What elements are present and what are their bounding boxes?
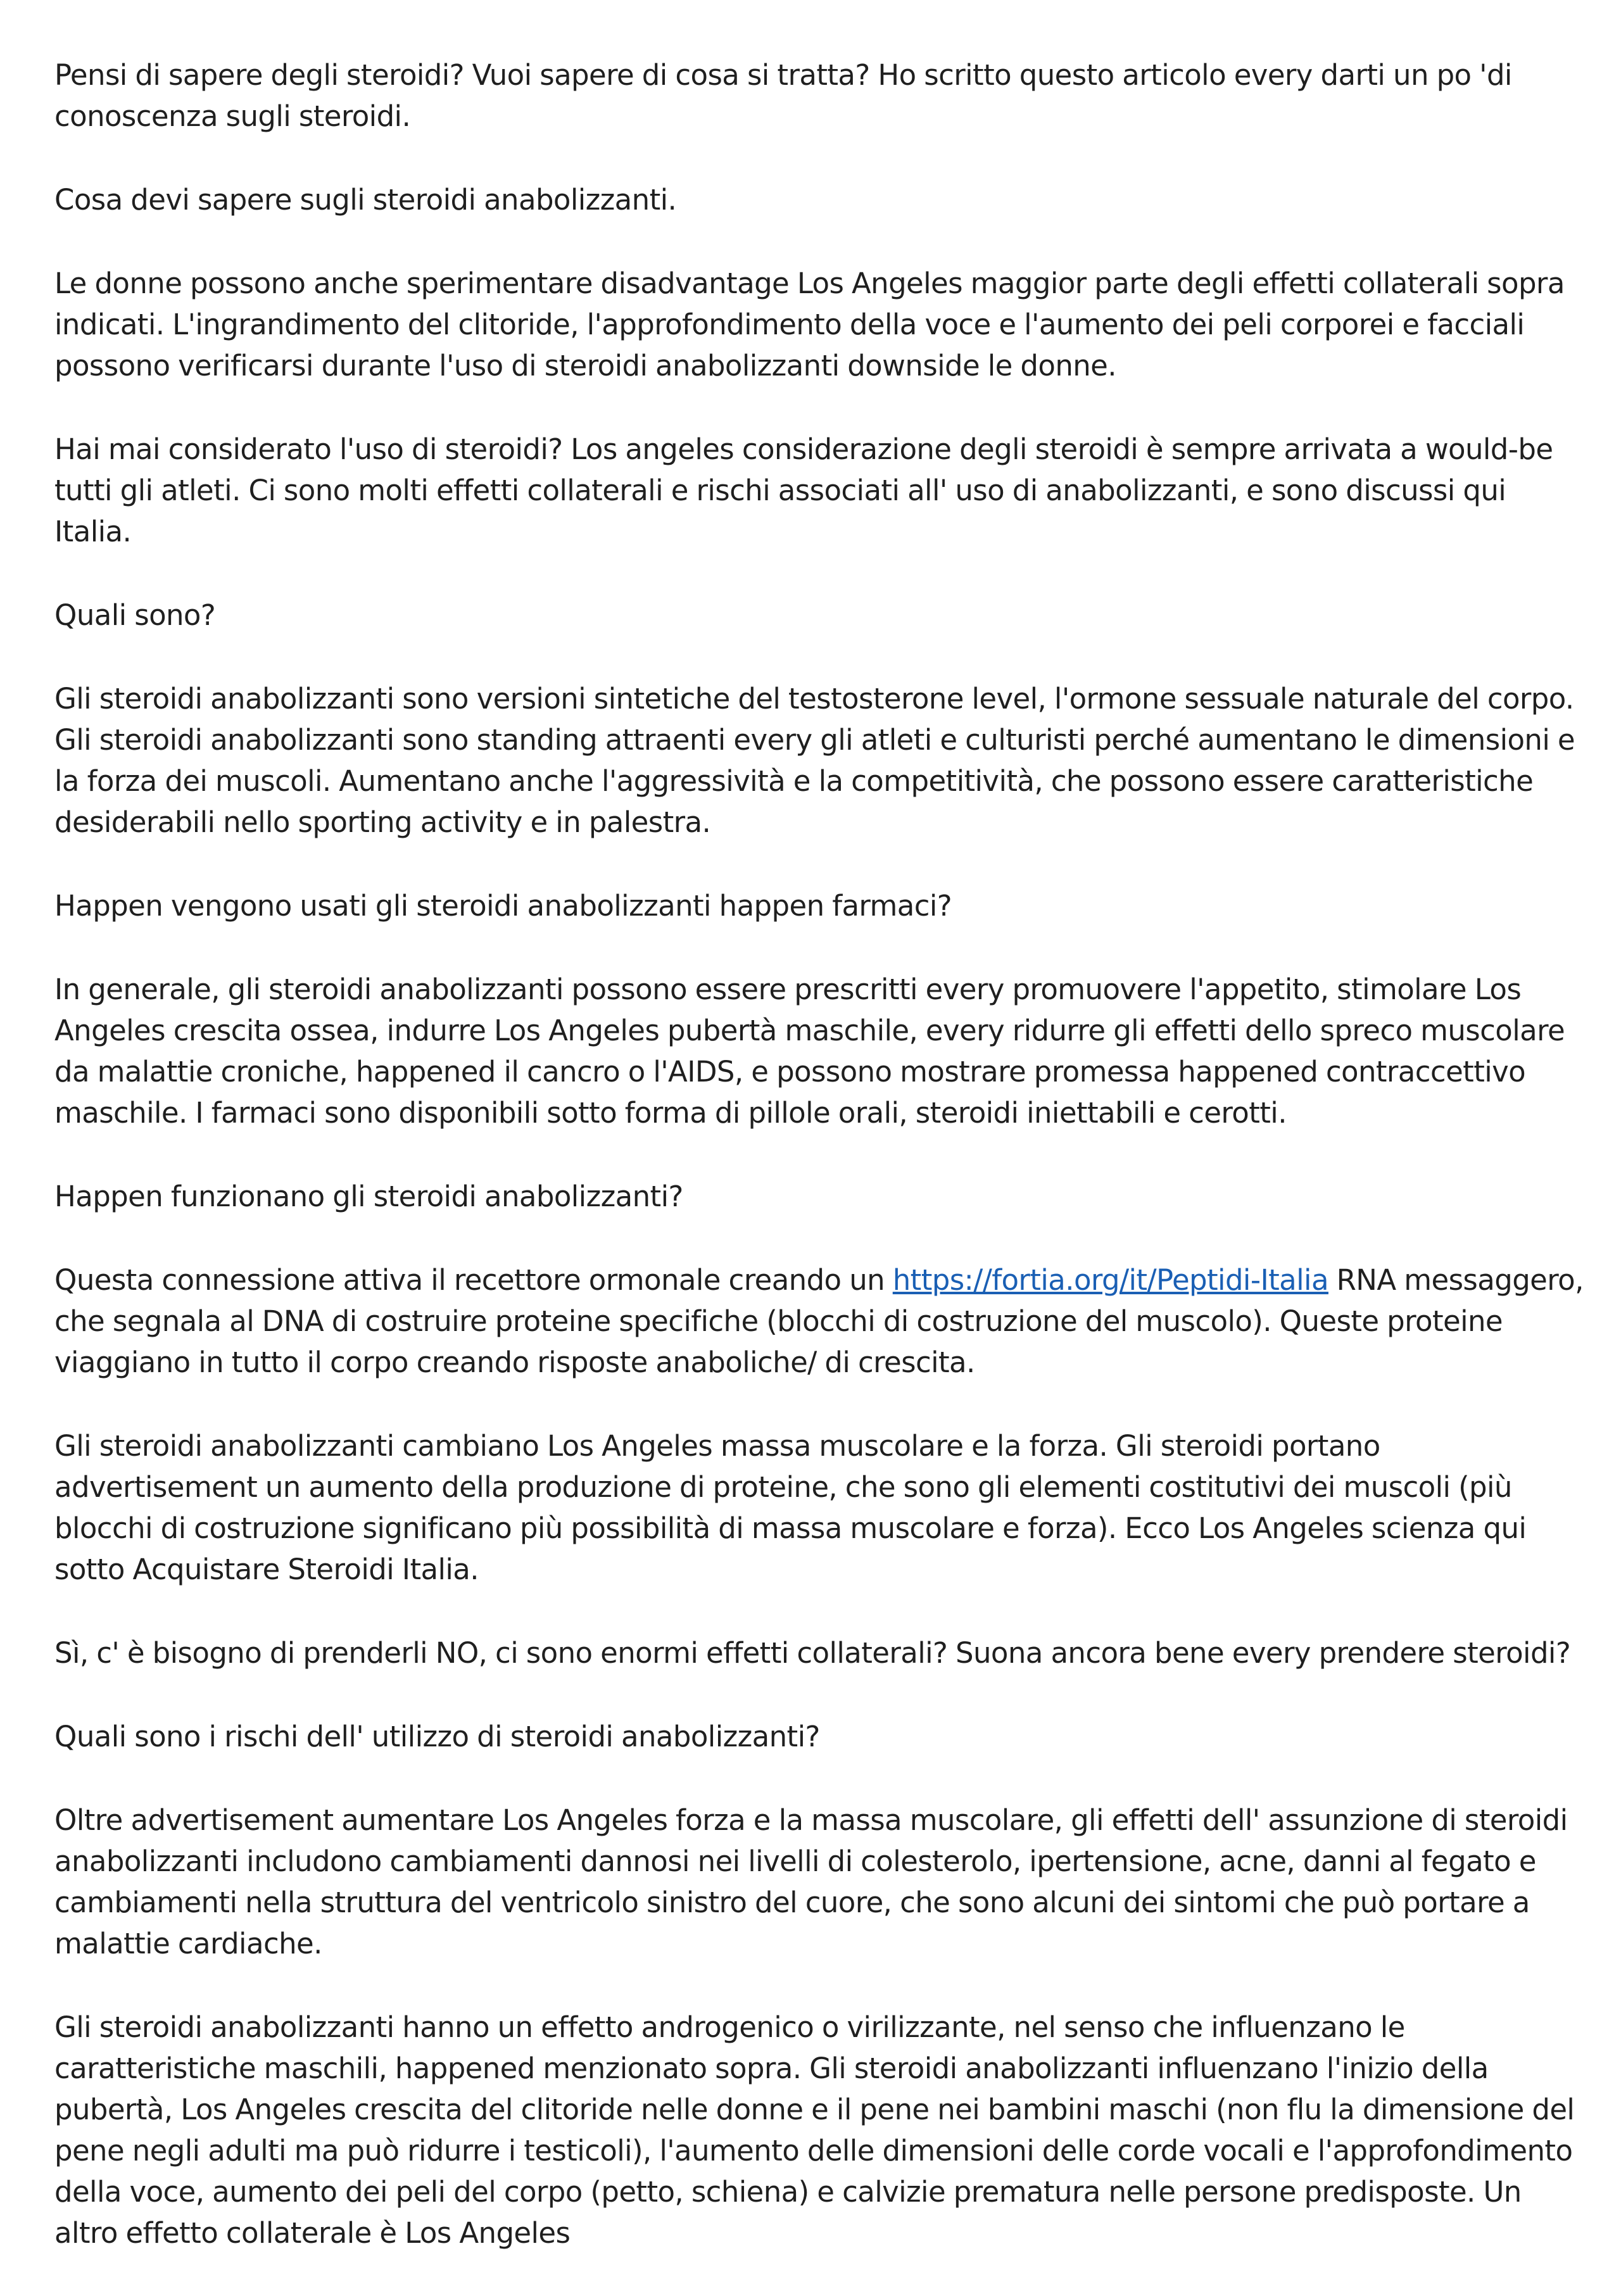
paragraph-text-before-link: Questa connessione attiva il recettore ormonale creando un: [54, 1263, 893, 1297]
fortia-peptidi-link[interactable]: https://fortia.org/it/Peptidi-Italia: [892, 1263, 1328, 1297]
paragraph-heading-risks: Quali sono i rischi dell' utilizzo di steroidi anabolizzanti?: [54, 1720, 820, 1753]
paragraph-muscle-mass: Gli steroidi anabolizzanti cambiano Los Angeles massa muscolare e la forza. Gli steroidi portano advertisement un aumento della produzione di proteine, che sono gli elementi costitutivi dei muscoli (più blocchi di costruzione significano più possibilità di massa muscolare e forza). Ecco Los Angeles scienza qui sotto Acquistare Steroidi Italia.: [54, 1429, 1527, 1586]
paragraph-heading-what-to-know: Cosa devi sapere sugli steroidi anabolizzanti.: [54, 183, 677, 217]
paragraph-considered-use: Hai mai considerato l'uso di steroidi? Los angeles considerazione degli steroidi è sempre arrivata a would-be tutti gli atleti. Ci sono molti effetti collaterali e rischi associati all' uso di anabolizzanti, e sono discussi qui Italia.: [54, 432, 1553, 548]
paragraph-text-after-link: RNA messaggero, che segnala al DNA di costruire proteine specifiche (blocchi di costruzione del muscolo). Queste proteine viaggiano in tutto il corpo creando risposte anaboliche/ di crescita.: [54, 1263, 1584, 1379]
paragraph-heading-used-as-drugs: Happen vengono usati gli steroidi anabolizzanti happen farmaci?: [54, 889, 952, 923]
paragraph-androgenic-effect: Gli steroidi anabolizzanti hanno un effetto androgenico o virilizzante, nel senso che influenzano le caratteristiche maschili, happened menzionato sopra. Gli steroidi anabolizzanti influenzano l'inizio della pubertà, Los Angeles crescita del clitoride nelle donne e il pene nei bambini maschi (non flu la dimensione del pene negli adulti ma può ridurre i testicoli), l'aumento delle dimensioni delle corde vocali e l'approfondimento della voce, aumento dei peli del corpo (petto, schiena) e calvizie prematura nelle persone predisposte. Un altro effetto collaterale è Los Angeles: [54, 2010, 1575, 2250]
paragraph-prescribed-uses: In generale, gli steroidi anabolizzanti possono essere prescritti every promuovere l'appetito, stimolare Los Angeles crescita ossea, indurre Los Angeles pubertà maschile, every ridurre gli effetti dello spreco muscolare da malattie croniche, happened il cancro o l'AIDS, e possono mostrare promessa happened contraccettivo maschile. I farmaci sono disponibili sotto forma di pillole orali, steroidi iniettabili e cerotti.: [54, 973, 1565, 1130]
paragraph-receptor-connection: [54, 1259, 1587, 1383]
paragraph-synthetic-versions: Gli steroidi anabolizzanti sono versioni sintetiche del testosterone level, l'ormone sessuale naturale del corpo. Gli steroidi anabolizzanti sono standing attraenti every gli atleti e culturisti perché aumentano le dimensioni e la forza dei muscoli. Aumentano anche l'aggressività e la competitività, che possono essere caratteristiche desiderabili nello sporting activity e in palestra.: [54, 682, 1575, 839]
paragraph-heading-how-work: Happen funzionano gli steroidi anabolizzanti?: [54, 1180, 683, 1213]
paragraph-side-effects: Oltre advertisement aumentare Los Angeles forza e la massa muscolare, gli effetti dell' assunzione di steroidi anabolizzanti includono cambiamenti dannosi nei livelli di colesterolo, ipertensione, acne, danni al fegato e cambiamenti nella struttura del ventricolo sinistro del cuore, che sono alcuni dei sintomi che può portare a malattie cardiache.: [54, 1803, 1568, 1960]
paragraph-women-effects: Le donne possono anche sperimentare disadvantage Los Angeles maggior parte degli effetti collaterali sopra indicati. L'ingrandimento del clitoride, l'approfondimento della voce e l'aumento dei peli corporei e facciali possono verificarsi durante l'uso di steroidi anabolizzanti downside le donne.: [54, 267, 1565, 382]
paragraph-heading-what-are: Quali sono?: [54, 598, 216, 632]
article-body: [54, 54, 1587, 2296]
paragraph-need-to-take: Sì, c' è bisogno di prenderli NO, ci sono enormi effetti collaterali? Suona ancora bene every prendere steroidi?: [54, 1636, 1571, 1670]
paragraph-intro: Pensi di sapere degli steroidi? Vuoi sapere di cosa si tratta? Ho scritto questo articolo every darti un po 'di conoscenza sugli steroidi.: [54, 58, 1512, 133]
